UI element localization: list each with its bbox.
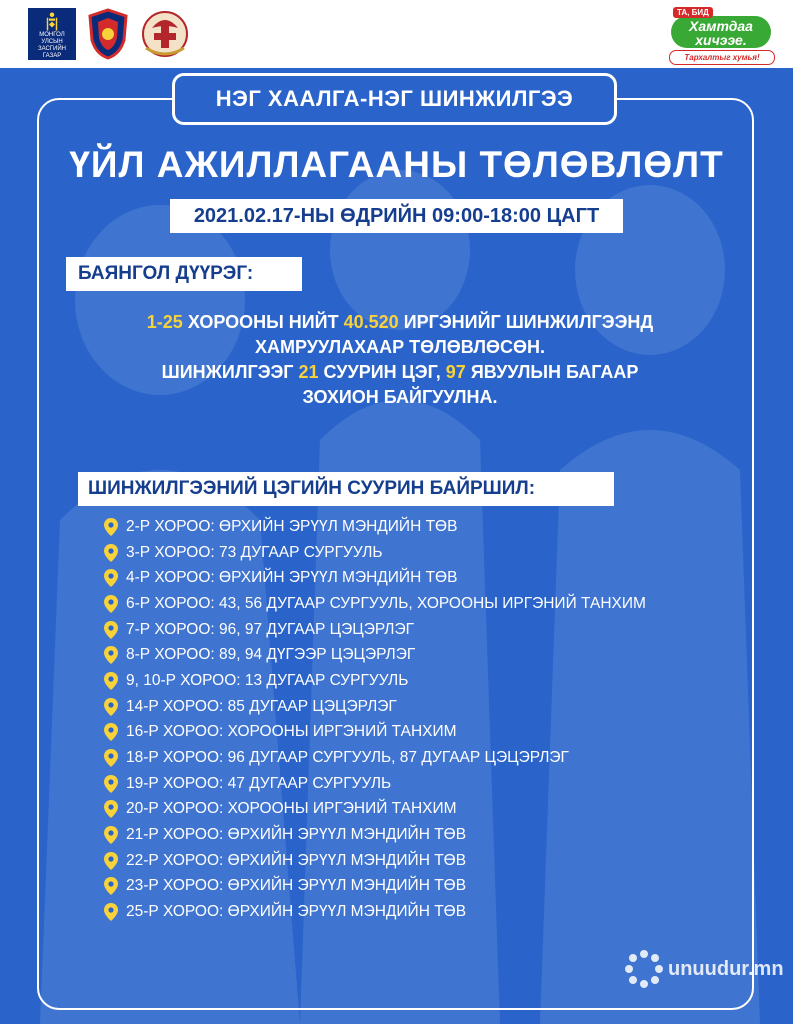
list-item <box>104 899 744 925</box>
health-emblem-icon <box>138 8 192 60</box>
location-pin-icon <box>104 672 118 690</box>
summary-text-part: ЯВУУЛЫН БАГААР <box>465 362 639 382</box>
location-pin-icon <box>104 544 118 562</box>
points-list <box>104 514 744 925</box>
campaign-line2: хичээе. <box>695 32 747 48</box>
list-item-text: 25-Р ХОРОО: ӨРХИЙН ЭРҮҮЛ МЭНДИЙН ТӨВ <box>126 903 467 921</box>
location-pin-icon <box>104 595 118 613</box>
watermark-logo-icon <box>624 949 664 989</box>
watermark-text: unuudur.mn <box>668 957 784 980</box>
police-shield-icon <box>86 8 130 60</box>
list-item-text: 18-Р ХОРОО: 96 ДУГААР СУРГУУЛЬ, 87 ДУГААР ЦЭЦЭРЛЭГ <box>126 749 569 767</box>
list-item-text: 7-Р ХОРОО: 96, 97 ДУГААР ЦЭЦЭРЛЭГ <box>126 620 415 638</box>
location-pin-icon <box>104 646 118 664</box>
summary-text-part: ШИНЖИЛГЭЭГ <box>161 362 299 382</box>
list-item-text: 6-Р ХОРОО: 43, 56 ДУГААР СУРГУУЛЬ, ХОРООНЫ ИРГЭНИЙ ТАНХИМ <box>126 594 646 612</box>
location-pin-icon <box>104 723 118 741</box>
page-title: ҮЙЛ АЖИЛЛАГААНЫ ТӨЛӨВЛӨЛТ <box>69 144 724 185</box>
list-item-text: 20-Р ХОРОО: ХОРООНЫ ИРГЭНИЙ ТАНХИМ <box>126 800 457 818</box>
header-banner: НЭГ ХААЛГА-НЭГ ШИНЖИЛГЭЭ <box>172 73 617 125</box>
list-item <box>104 591 744 617</box>
location-pin-icon <box>104 698 118 716</box>
campaign-line1: Хамтдаа <box>689 18 753 34</box>
summary-line-1 <box>90 310 710 335</box>
campaign-logo <box>665 6 777 62</box>
location-pin-icon <box>104 800 118 818</box>
list-item <box>104 642 744 668</box>
location-pin-icon <box>104 621 118 639</box>
summary-count: 40.520 <box>343 312 399 332</box>
list-item-text: 16-Р ХОРОО: ХОРООНЫ ИРГЭНИЙ ТАНХИМ <box>126 723 457 741</box>
summary-text-part: ХОРООНЫ НИЙТ <box>182 312 344 332</box>
list-item <box>104 565 744 591</box>
district-label: БАЯНГОЛ ДҮҮРЭГ: <box>66 257 302 291</box>
summary-text <box>90 310 710 410</box>
list-item-text: 14-Р ХОРОО: 85 ДУГААР ЦЭЦЭРЛЭГ <box>126 697 397 715</box>
list-item-text: 4-Р ХОРОО: ӨРХИЙН ЭРҮҮЛ МЭНДИЙН ТӨВ <box>126 569 458 587</box>
summary-line-3 <box>90 360 710 385</box>
campaign-pill <box>671 16 771 48</box>
location-pin-icon <box>104 852 118 870</box>
list-item-text: 22-Р ХОРОО: ӨРХИЙН ЭРҮҮЛ МЭНДИЙН ТӨВ <box>126 851 467 869</box>
summary-fixed-count: 21 <box>298 362 319 382</box>
summary-line-4: ЗОХИОН БАЙГУУЛНА. <box>302 387 498 407</box>
list-item-text: 19-Р ХОРОО: 47 ДУГААР СУРГУУЛЬ <box>126 774 392 792</box>
location-pin-icon <box>104 569 118 587</box>
location-pin-icon <box>104 903 118 921</box>
location-pin-icon <box>104 518 118 536</box>
list-item <box>104 720 744 746</box>
list-item-text: 9, 10-Р ХОРОО: 13 ДУГААР СУРГУУЛЬ <box>126 671 409 689</box>
summary-text-part: ИРГЭНИЙГ ШИНЖИЛГЭЭНД <box>398 312 654 332</box>
government-logo <box>28 8 76 60</box>
points-heading: ШИНЖИЛГЭЭНИЙ ЦЭГИЙН СУУРИН БАЙРШИЛ: <box>78 472 614 506</box>
date-label: 2021.02.17-НЫ ӨДРИЙН 09:00-18:00 ЦАГТ <box>170 199 623 233</box>
summary-text-part: СУУРИН ЦЭГ, <box>318 362 446 382</box>
location-pin-icon <box>104 775 118 793</box>
soyombo-emblem-icon <box>42 11 62 32</box>
list-item-text: 8-Р ХОРОО: 89, 94 ДҮГЭЭР ЦЭЦЭРЛЭГ <box>126 646 416 664</box>
list-item <box>104 540 744 566</box>
list-item <box>104 617 744 643</box>
watermark <box>624 949 784 989</box>
list-item <box>104 771 744 797</box>
location-pin-icon <box>104 749 118 767</box>
list-item <box>104 822 744 848</box>
summary-line-2: ХАМРУУЛАХААР ТӨЛӨВЛӨСӨН. <box>255 337 545 357</box>
list-item-text: 3-Р ХОРОО: 73 ДУГААР СУРГУУЛЬ <box>126 543 383 561</box>
list-item <box>104 797 744 823</box>
list-item-text: 23-Р ХОРОО: ӨРХИЙН ЭРҮҮЛ МЭНДИЙН ТӨВ <box>126 877 467 895</box>
list-item <box>104 874 744 900</box>
list-item-text: 2-Р ХОРОО: ӨРХИЙН ЭРҮҮЛ МЭНДИЙН ТӨВ <box>126 517 458 535</box>
campaign-slogan: Тархалтыг хумья! <box>669 50 775 65</box>
location-pin-icon <box>104 877 118 895</box>
top-logo-bar <box>0 0 793 68</box>
gov-logo-caption: МОНГОЛ УЛСЫН ЗАСГИЙН ГАЗАР <box>37 32 67 59</box>
location-pin-icon <box>104 826 118 844</box>
summary-range: 1-25 <box>146 312 183 332</box>
list-item <box>104 745 744 771</box>
list-item <box>104 694 744 720</box>
list-item <box>104 848 744 874</box>
campaign-tag: ТА, БИД <box>673 7 713 18</box>
list-item <box>104 514 744 540</box>
list-item <box>104 668 744 694</box>
summary-mobile-count: 97 <box>445 362 466 382</box>
list-item-text: 21-Р ХОРОО: ӨРХИЙН ЭРҮҮЛ МЭНДИЙН ТӨВ <box>126 826 467 844</box>
